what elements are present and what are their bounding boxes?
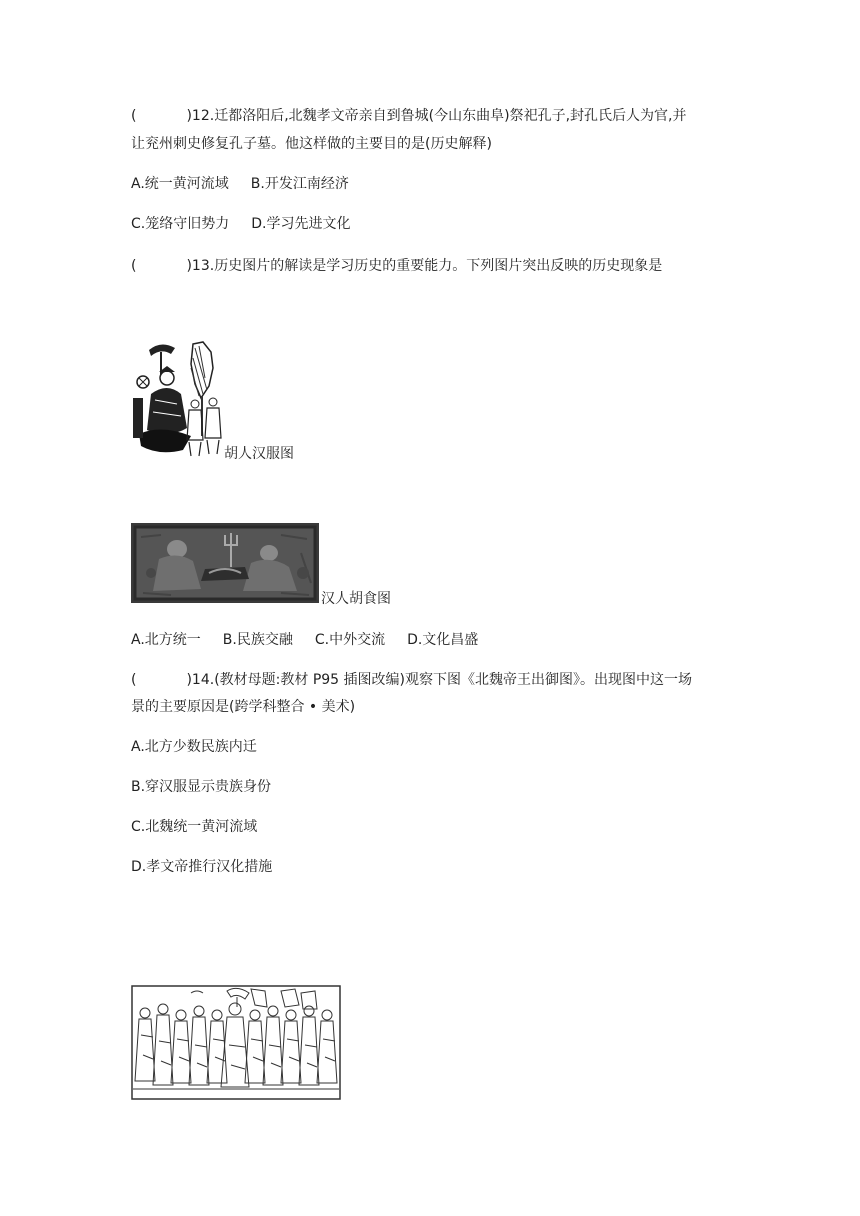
- q12-text-1: )12.迁都洛阳后,北魏孝文帝亲自到鲁城(今山东曲阜)祭祀孔子,封孔氏后人为官,并: [186, 108, 687, 124]
- q14-option-c: C.北魏统一黄河流域: [131, 819, 258, 835]
- q12-option-d: D.学习先进文化: [251, 216, 351, 232]
- q13-stem-line1: [131, 256, 662, 276]
- q14-stem-line1: [131, 670, 692, 690]
- answer-paren: (: [131, 258, 137, 274]
- q12-option-a: A.统一黄河流域: [131, 176, 229, 192]
- q13-options: [131, 630, 500, 650]
- answer-paren: (: [131, 108, 137, 124]
- han-people-hu-food-image: [131, 523, 319, 603]
- q14-text-1: )14.(教材母题:教材 P95 插图改编)观察下图《北魏帝王出御图》。出现图中这一场: [186, 672, 692, 688]
- q13-option-c: C.中外交流: [314, 632, 386, 648]
- q13-option-b: B.民族交融: [222, 632, 293, 648]
- q12-options-row2: [131, 214, 372, 234]
- q13-option-a: A.北方统一: [131, 632, 201, 648]
- q12-stem-line2: 让兖州刺史修复孔子墓。他这样做的主要目的是(历史解释): [131, 136, 492, 152]
- q12-option-b: B.开发江南经济: [250, 176, 349, 192]
- q14-stem-line2: 景的主要原因是(跨学科整合 • 美术): [131, 699, 356, 715]
- answer-paren: (: [131, 672, 137, 688]
- q14-option-a: A.北方少数民族内迁: [131, 739, 257, 755]
- hu-people-han-clothing-image: [131, 338, 223, 462]
- image1-caption: 胡人汉服图: [224, 446, 294, 462]
- q13-option-d: D.文化昌盛: [407, 632, 479, 648]
- q14-option-d: D.孝文帝推行汉化措施: [131, 859, 273, 875]
- q12-options-row1: [131, 174, 371, 194]
- image2-caption: 汉人胡食图: [321, 591, 391, 607]
- q14-option-b: B.穿汉服显示贵族身份: [131, 779, 272, 795]
- q13-text-1: )13.历史图片的解读是学习历史的重要能力。下列图片突出反映的历史现象是: [186, 258, 663, 274]
- northern-wei-emperor-procession-image: [131, 985, 341, 1100]
- q12-option-c: C.笼络守旧势力: [131, 216, 230, 232]
- q12-stem-line1: [131, 106, 686, 126]
